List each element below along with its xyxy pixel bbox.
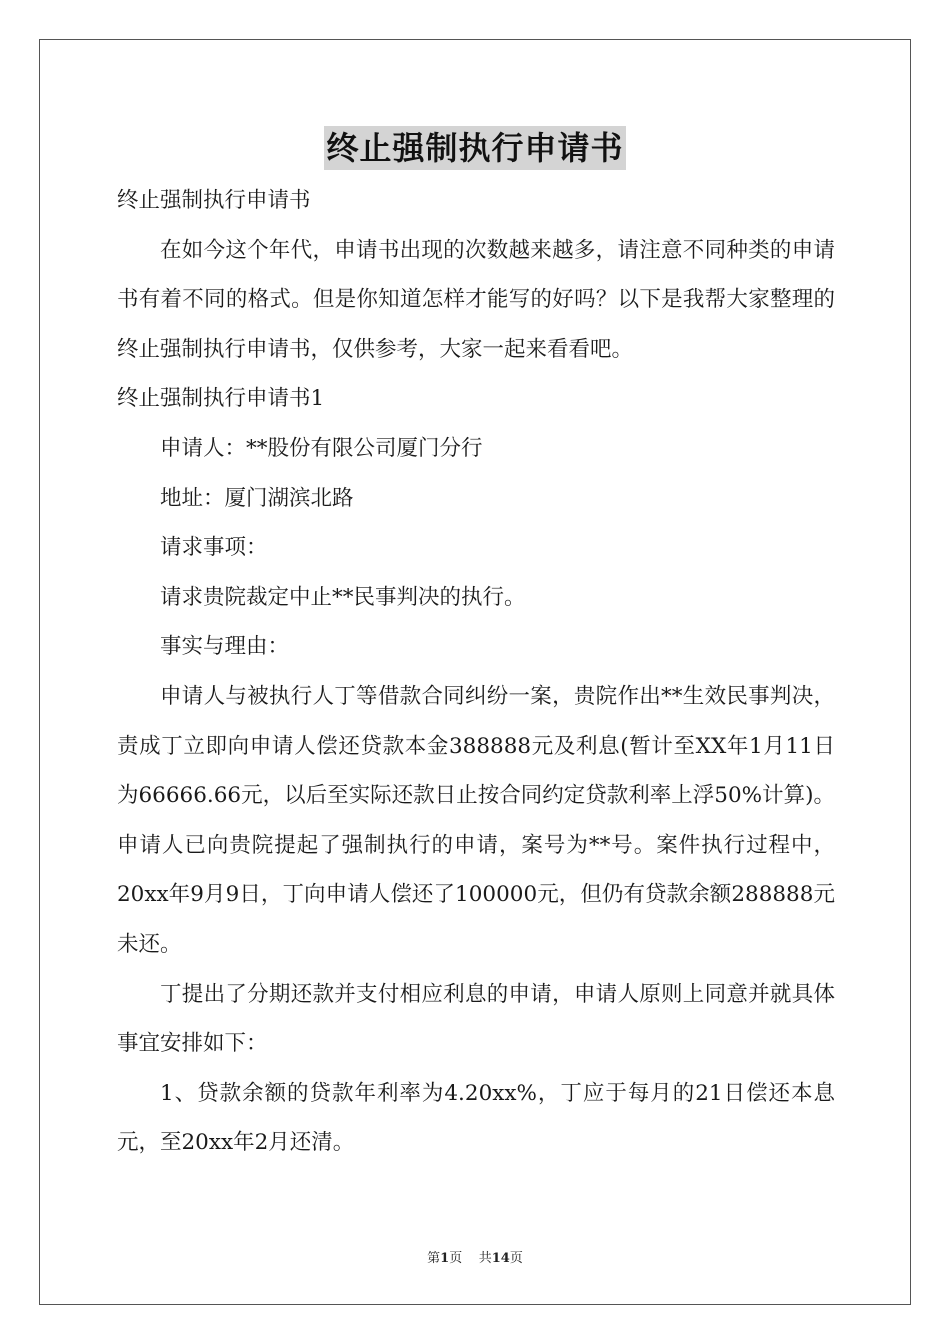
page-number: 1 bbox=[440, 1251, 450, 1266]
paragraph-request-heading: 请求事项： bbox=[160, 535, 268, 561]
paragraph-section-heading: 终止强制执行申请书1 bbox=[117, 386, 325, 412]
total-pages: 14 bbox=[491, 1251, 510, 1266]
total-prefix: 共 bbox=[478, 1251, 492, 1266]
paragraph-request: 请求贵院裁定中止**民事判决的执行。 bbox=[160, 584, 526, 610]
paragraph-facts: 申请人与被执行人丁等借款合同纠纷一案，贵院作出**生效民事判决，责成丁立即向申请人偿还贷款本金388888元及利息(暂计至XX年1月11日为66666.66元，以后至实际还款日止按合同约定贷款利率上浮50%计算)。申请人已向贵院提起了强制执行的申请，案号为**号。案件执行过程中，20xx年9月9日，丁向申请人偿还了100000元，但仍有贷款余额288888元未还。 bbox=[117, 683, 835, 957]
document-body bbox=[117, 176, 835, 1168]
paragraph-item-1: 1、贷款余额的贷款年利率为4.20xx%，丁应于每月的21日偿还本息 元，至20xx年2月还清。 bbox=[117, 1080, 835, 1156]
paragraph-applicant: 申请人：**股份有限公司厦门分行 bbox=[160, 435, 483, 461]
document-title: 终止强制执行申请书 bbox=[324, 126, 625, 170]
paragraph-facts-heading: 事实与理由： bbox=[160, 634, 290, 660]
total-suffix: 页 bbox=[509, 1251, 523, 1266]
paragraph-installment: 丁提出了分期还款并支付相应利息的申请，申请人原则上同意并就具体事宜安排如下： bbox=[117, 981, 835, 1057]
page-prefix: 第 bbox=[427, 1251, 441, 1266]
paragraph-subtitle: 终止强制执行申请书 bbox=[117, 188, 311, 213]
title-container bbox=[0, 126, 950, 170]
page-footer bbox=[0, 1247, 950, 1266]
paragraph-intro: 在如今这个年代，申请书出现的次数越来越多，请注意不同种类的申请书有着不同的格式。但是你知道怎样才能写的好吗？以下是我帮大家整理的终止强制执行申请书，仅供参考，大家一起来看看吧。 bbox=[117, 237, 835, 362]
page-suffix: 页 bbox=[449, 1251, 463, 1266]
paragraph-address: 地址：厦门湖滨北路 bbox=[160, 485, 354, 511]
